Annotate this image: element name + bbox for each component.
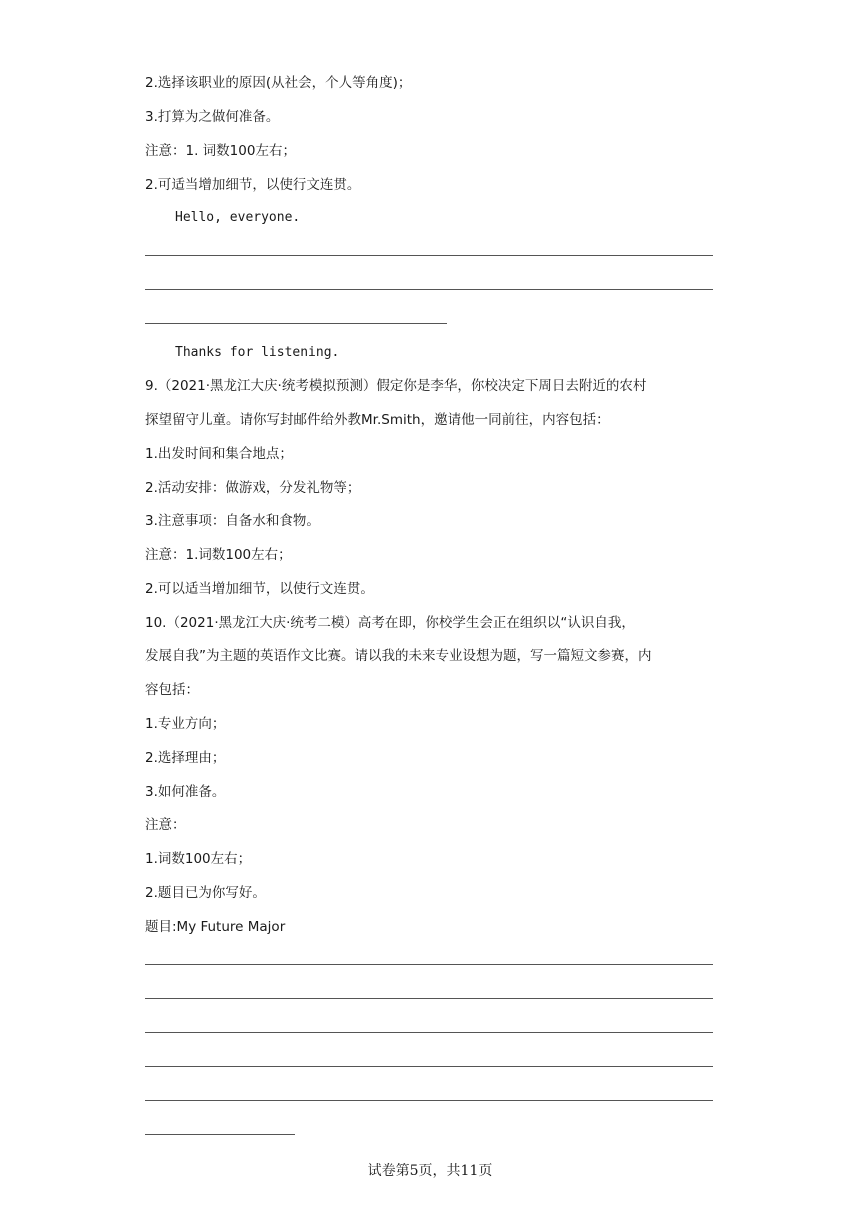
- text-line: 1.出发时间和集合地点；: [145, 446, 293, 462]
- text-line: 1.专业方向；: [145, 716, 226, 732]
- text-line: 3.注意事项：自备水和食物。: [145, 513, 320, 529]
- answer-line: [145, 255, 713, 256]
- text-line: 3.打算为之做何准备。: [145, 109, 280, 125]
- text-line: 3.如何准备。: [145, 784, 226, 800]
- text-line: 2.选择该职业的原因(从社会，个人等角度)；: [145, 75, 412, 91]
- text-line: 容包括：: [145, 682, 199, 698]
- text-line: 注意：: [145, 817, 186, 833]
- closing-line: Thanks for listening.: [175, 345, 340, 360]
- essay-title-line: 题目:My Future Major: [145, 919, 286, 935]
- text-line: 2.题目已为你写好。: [145, 885, 266, 901]
- text-line: 1.词数100左右；: [145, 851, 252, 867]
- text-line: 2.活动安排：做游戏，分发礼物等；: [145, 480, 361, 496]
- answer-line: [145, 289, 713, 290]
- answer-line: [145, 1100, 713, 1101]
- answer-line: [145, 323, 447, 324]
- text-line: 注意：1.词数100左右；: [145, 547, 292, 563]
- answer-line: [145, 1066, 713, 1067]
- answer-line: [145, 964, 713, 965]
- answer-line: [145, 998, 713, 999]
- greeting-line: Hello, everyone.: [175, 210, 301, 225]
- page-footer: 试卷第5页，共11页: [367, 1163, 493, 1179]
- question-10-line: 10.（2021·黑龙江大庆·统考二模）高考在即，你校学生会正在组织以“认识自我，: [145, 615, 635, 631]
- answer-line: [145, 1134, 295, 1135]
- question-10-line: 发展自我”为主题的英语作文比赛。请以我的未来专业设想为题，写一篇短文参赛，内: [145, 648, 652, 664]
- text-line: 2.可以适当增加细节，以使行文连贯。: [145, 581, 374, 597]
- answer-line: [145, 1032, 713, 1033]
- text-line: 2.可适当增加细节，以使行文连贯。: [145, 177, 361, 193]
- text-line: 注意：1. 词数100左右；: [145, 143, 296, 159]
- question-9-line: 探望留守儿童。请你写封邮件给外教Mr.Smith，邀请他一同前往，内容包括：: [145, 412, 610, 428]
- text-line: 2.选择理由；: [145, 750, 226, 766]
- question-9-line: 9.（2021·黑龙江大庆·统考模拟预测）假定你是李华，你校决定下周日去附近的农村: [145, 378, 647, 394]
